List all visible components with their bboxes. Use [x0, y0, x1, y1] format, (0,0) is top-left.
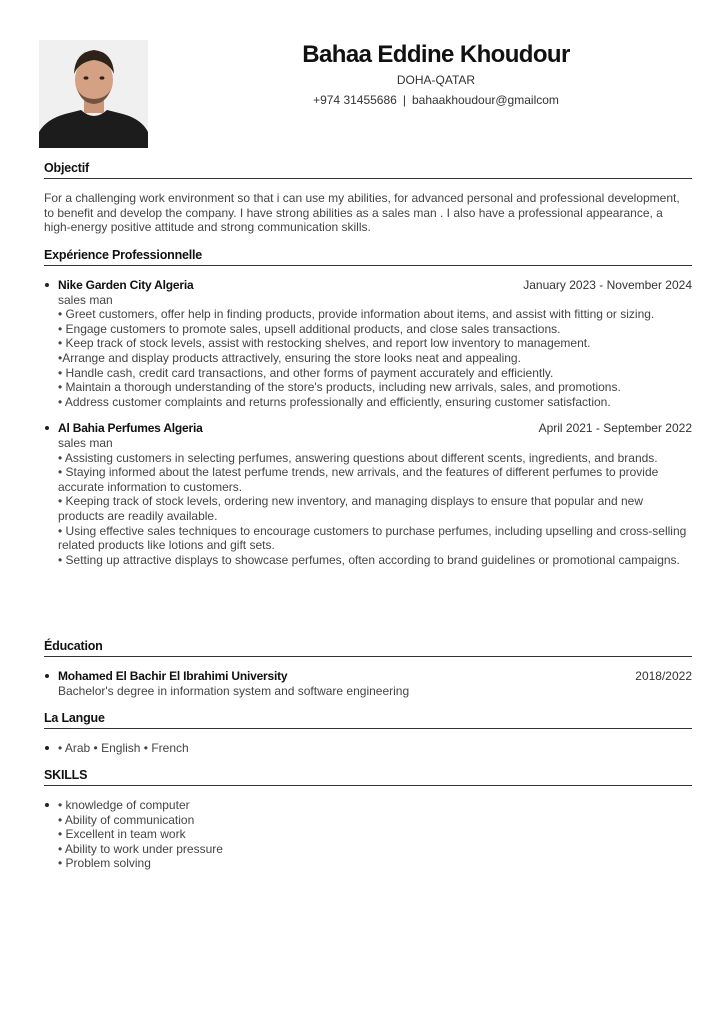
objective-section — [44, 161, 692, 235]
school-name: Mohamed El Bachir El Ibrahimi University — [58, 669, 288, 683]
contact-line — [148, 92, 724, 108]
section-title-experience: Expérience Professionnelle — [44, 248, 692, 266]
job-duty: • Keeping track of stock levels, ordering new inventory, and managing displays to ensure that popular and new products are readily available. — [58, 494, 643, 523]
company-name: Al Bahia Perfumes Algeria — [58, 421, 203, 436]
languages-entry — [44, 741, 692, 756]
job-role: sales man — [58, 292, 113, 307]
job-duty: • Maintain a thorough understanding of the store's products, including new arrivals, sales, and promotions. — [58, 380, 621, 395]
email-address: bahaakhoudour@gmailcom — [411, 93, 559, 107]
job-duty: • Handle cash, credit card transactions, and other forms of payment accurately and efficiently. — [58, 365, 554, 380]
bullet-icon — [45, 674, 49, 678]
job-duty: •Arrange and display products attractively, ensuring the store looks neat and appealing. — [58, 350, 521, 365]
skill-item: • knowledge of computer — [58, 798, 190, 812]
bullet-icon — [45, 283, 49, 287]
job-duty: • Setting up attractive displays to showcase perfumes, often according to brand guidelines or promotional campaigns. — [58, 552, 680, 567]
profile-photo — [39, 40, 148, 148]
skills-entry — [44, 798, 692, 871]
objective-text: For a challenging work environment so that i can use my abilities, for advanced personal and professional development, to benefit and develop the company. I have strong abilities as a sales man . I also have a professional appearance, a high-energy positive attitude and strong communication skills. — [44, 191, 680, 235]
job-date: January 2023 - November 2024 — [523, 278, 692, 292]
candidate-location: DOHA-QATAR — [396, 73, 476, 87]
education-date: 2018/2022 — [635, 669, 692, 683]
experience-section — [44, 248, 692, 567]
job-duty: • Assisting customers in selecting perfumes, answering questions about different scents, ingredients, and brands. — [58, 450, 658, 465]
bullet-icon — [45, 803, 49, 807]
degree-name: Bachelor's degree in information system and software engineering — [58, 683, 410, 698]
job-duty: • Address customer complaints and returns professionally and efficiently, ensuring customer satisfaction. — [58, 394, 611, 409]
languages-list: • Arab • English • French — [58, 741, 189, 755]
job-duty: • Greet customers, offer help in finding products, provide information about items, and assist with fitting or sizing. — [58, 307, 655, 322]
skill-item: • Ability to work under pressure — [58, 841, 223, 856]
job-role: sales man — [58, 435, 113, 450]
section-title-objective: Objectif — [44, 161, 692, 179]
job-duty: • Using effective sales techniques to encourage customers to purchase perfumes, including upselling and cross-selling related products like lotions and gift sets. — [58, 523, 687, 553]
candidate-name: Bahaa Eddine Khoudour — [302, 41, 570, 68]
bullet-icon — [45, 426, 49, 430]
job-entry — [44, 278, 692, 409]
contact-separator: | — [402, 93, 406, 107]
skill-item: • Problem solving — [58, 856, 151, 871]
education-entry — [44, 669, 692, 698]
section-title-languages: La Langue — [44, 711, 692, 729]
job-duty: • Engage customers to promote sales, upsell additional products, and close sales transactions. — [58, 321, 561, 336]
job-entry — [44, 421, 692, 567]
job-duty: • Staying informed about the latest perfume trends, new arrivals, and the features of different perfumes to provide accurate information to customers. — [58, 465, 659, 494]
bullet-icon — [45, 746, 49, 750]
job-date: April 2021 - September 2022 — [538, 421, 692, 436]
languages-section — [44, 711, 692, 756]
education-section — [44, 639, 692, 698]
skills-section — [44, 768, 692, 871]
resume-header — [148, 40, 724, 108]
skill-item: • Excellent in team work — [58, 827, 186, 842]
phone-number: +974 31455686 — [313, 93, 397, 107]
company-name: Nike Garden City Algeria — [58, 278, 194, 292]
job-duty: • Keep track of stock levels, assist with restocking shelves, and report low inventory to management. — [58, 336, 591, 351]
section-title-education: Éducation — [44, 639, 692, 657]
skill-item: • Ability of communication — [58, 812, 195, 827]
section-title-skills: SKILLS — [44, 768, 692, 786]
